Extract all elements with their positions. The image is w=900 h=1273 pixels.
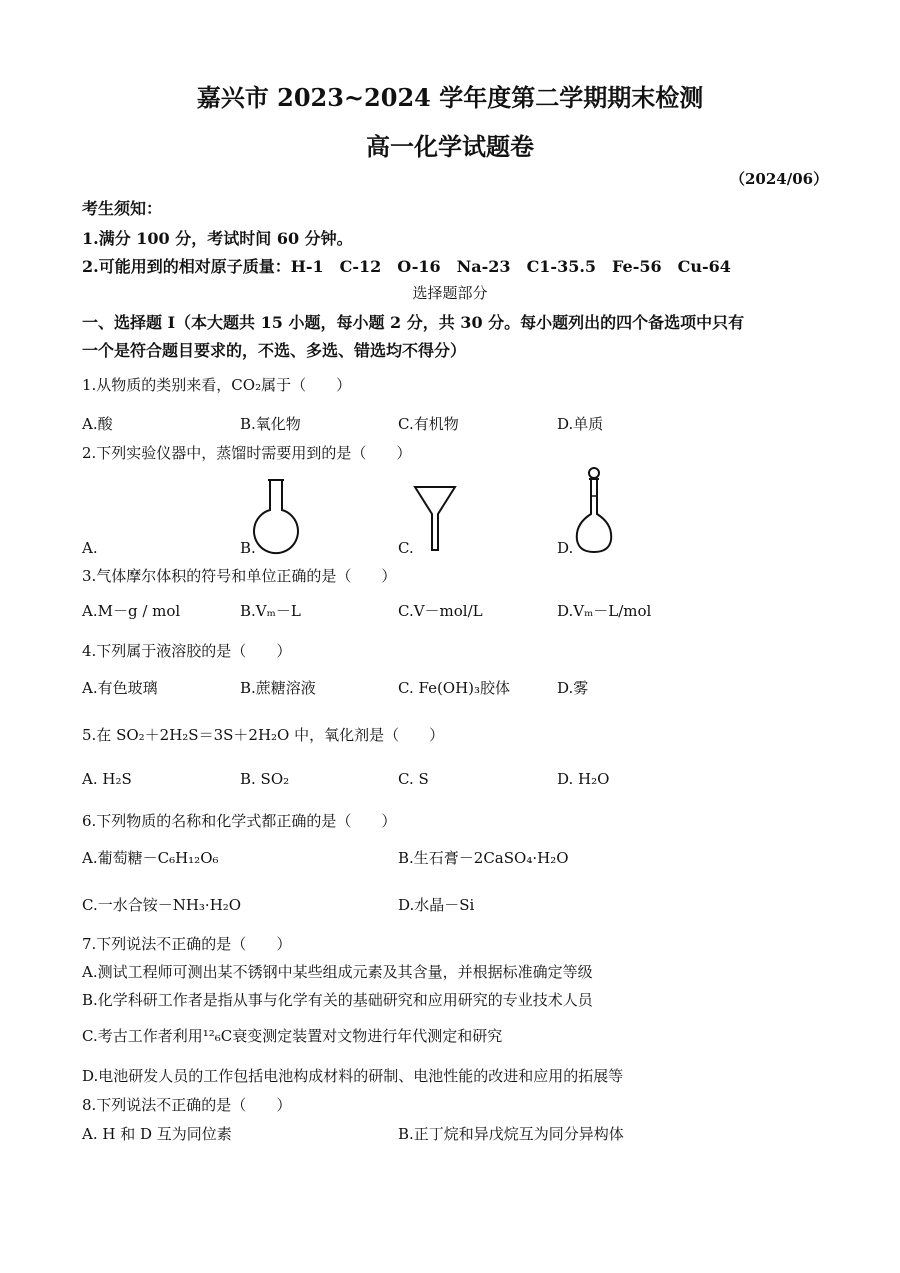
exam-date: （2024/06） (730, 170, 829, 188)
exam-title: 嘉兴市 2023~2024 学年度第二学期期末检测 (196, 83, 704, 112)
q3-option-a: A.M－g / mol (82, 602, 181, 620)
q8-option-a: A. H 和 D 互为同位素 (82, 1125, 232, 1143)
q1-option-b: B.氧化物 (240, 415, 301, 433)
q2-option-b: B. (240, 539, 256, 557)
q5-option-c: C. S (398, 770, 429, 788)
q5-option-a: A. H₂S (82, 770, 132, 788)
q1-option-d: D.单质 (557, 415, 604, 433)
exam-subtitle: 高一化学试题卷 (366, 132, 534, 161)
q2-stem: 2.下列实验仪器中，蒸馏时需要用到的是（ ） (82, 444, 412, 462)
q5-option-b: B. SO₂ (240, 770, 290, 788)
q3-option-c: C.V－mol/L (398, 602, 483, 620)
q5-stem: 5.在 SO₂＋2H₂S＝3S＋2H₂O 中，氧化剂是（ ） (82, 726, 445, 744)
q1-option-a: A.酸 (82, 415, 113, 433)
q3-option-d: D.Vₘ－L/mol (557, 602, 652, 620)
q4-option-c: C. Fe(OH)₃胶体 (398, 679, 511, 697)
q8-stem: 8.下列说法不正确的是（ ） (82, 1096, 292, 1114)
part1-instructions-line2: 一个是符合题目要求的，不选、多选、错选均不得分） (82, 341, 467, 360)
q4-stem: 4.下列属于液溶胶的是（ ） (82, 642, 292, 660)
notice-item-1: 1.满分 100 分，考试时间 60 分钟。 (82, 229, 353, 248)
q1-option-c: C.有机物 (398, 415, 459, 433)
q3-stem: 3.气体摩尔体积的符号和单位正确的是（ ） (82, 567, 397, 585)
notice-item-2: 2.可能用到的相对原子质量：H-1 C-12 O-16 Na-23 C1-35.5 Fe-56 Cu-64 (82, 257, 731, 276)
q6-option-a: A.葡萄糖－C₆H₁₂O₆ (82, 849, 219, 867)
notice-heading: 考生须知： (82, 199, 163, 218)
q4-option-b: B.蔗糖溶液 (240, 679, 316, 697)
q2-option-a: A. (82, 539, 98, 557)
round-bottom-flask-icon (250, 476, 302, 556)
volumetric-flask-icon (571, 466, 617, 556)
part1-instructions-line1: 一、选择题 I（本大题共 15 小题，每小题 2 分，共 30 分。每小题列出的四个备选项中只有 (82, 313, 745, 332)
q8-option-b: B.正丁烷和异戊烷互为同分异构体 (398, 1125, 624, 1143)
q7-option-b: B.化学科研工作者是指从事与化学有关的基础研究和应用研究的专业技术人员 (82, 991, 593, 1009)
q7-option-d: D.电池研发人员的工作包括电池构成材料的研制、电池性能的改进和应用的拓展等 (82, 1067, 624, 1085)
q1-stem: 1.从物质的类别来看，CO₂属于（ ） (82, 376, 352, 394)
q7-stem: 7.下列说法不正确的是（ ） (82, 935, 292, 953)
q5-option-d: D. H₂O (557, 770, 610, 788)
q3-option-b: B.Vₘ－L (240, 602, 301, 620)
q6-stem: 6.下列物质的名称和化学式都正确的是（ ） (82, 812, 397, 830)
q7-option-a: A.测试工程师可测出某不锈钢中某些组成元素及其含量，并根据标准确定等级 (82, 963, 593, 981)
q6-option-c: C.一水合铵－NH₃·H₂O (82, 896, 242, 914)
section-title: 选择题部分 (412, 284, 488, 302)
funnel-icon (412, 484, 458, 554)
q2-option-c: C. (398, 539, 414, 557)
q4-option-d: D.雾 (557, 679, 589, 697)
q2-option-d: D. (557, 539, 574, 557)
q6-option-b: B.生石膏－2CaSO₄·H₂O (398, 849, 569, 867)
q4-option-a: A.有色玻璃 (82, 679, 158, 697)
q6-option-d: D.水晶－Si (398, 896, 475, 914)
q7-option-c: C.考古工作者利用¹²₆C衰变测定装置对文物进行年代测定和研究 (82, 1027, 503, 1045)
